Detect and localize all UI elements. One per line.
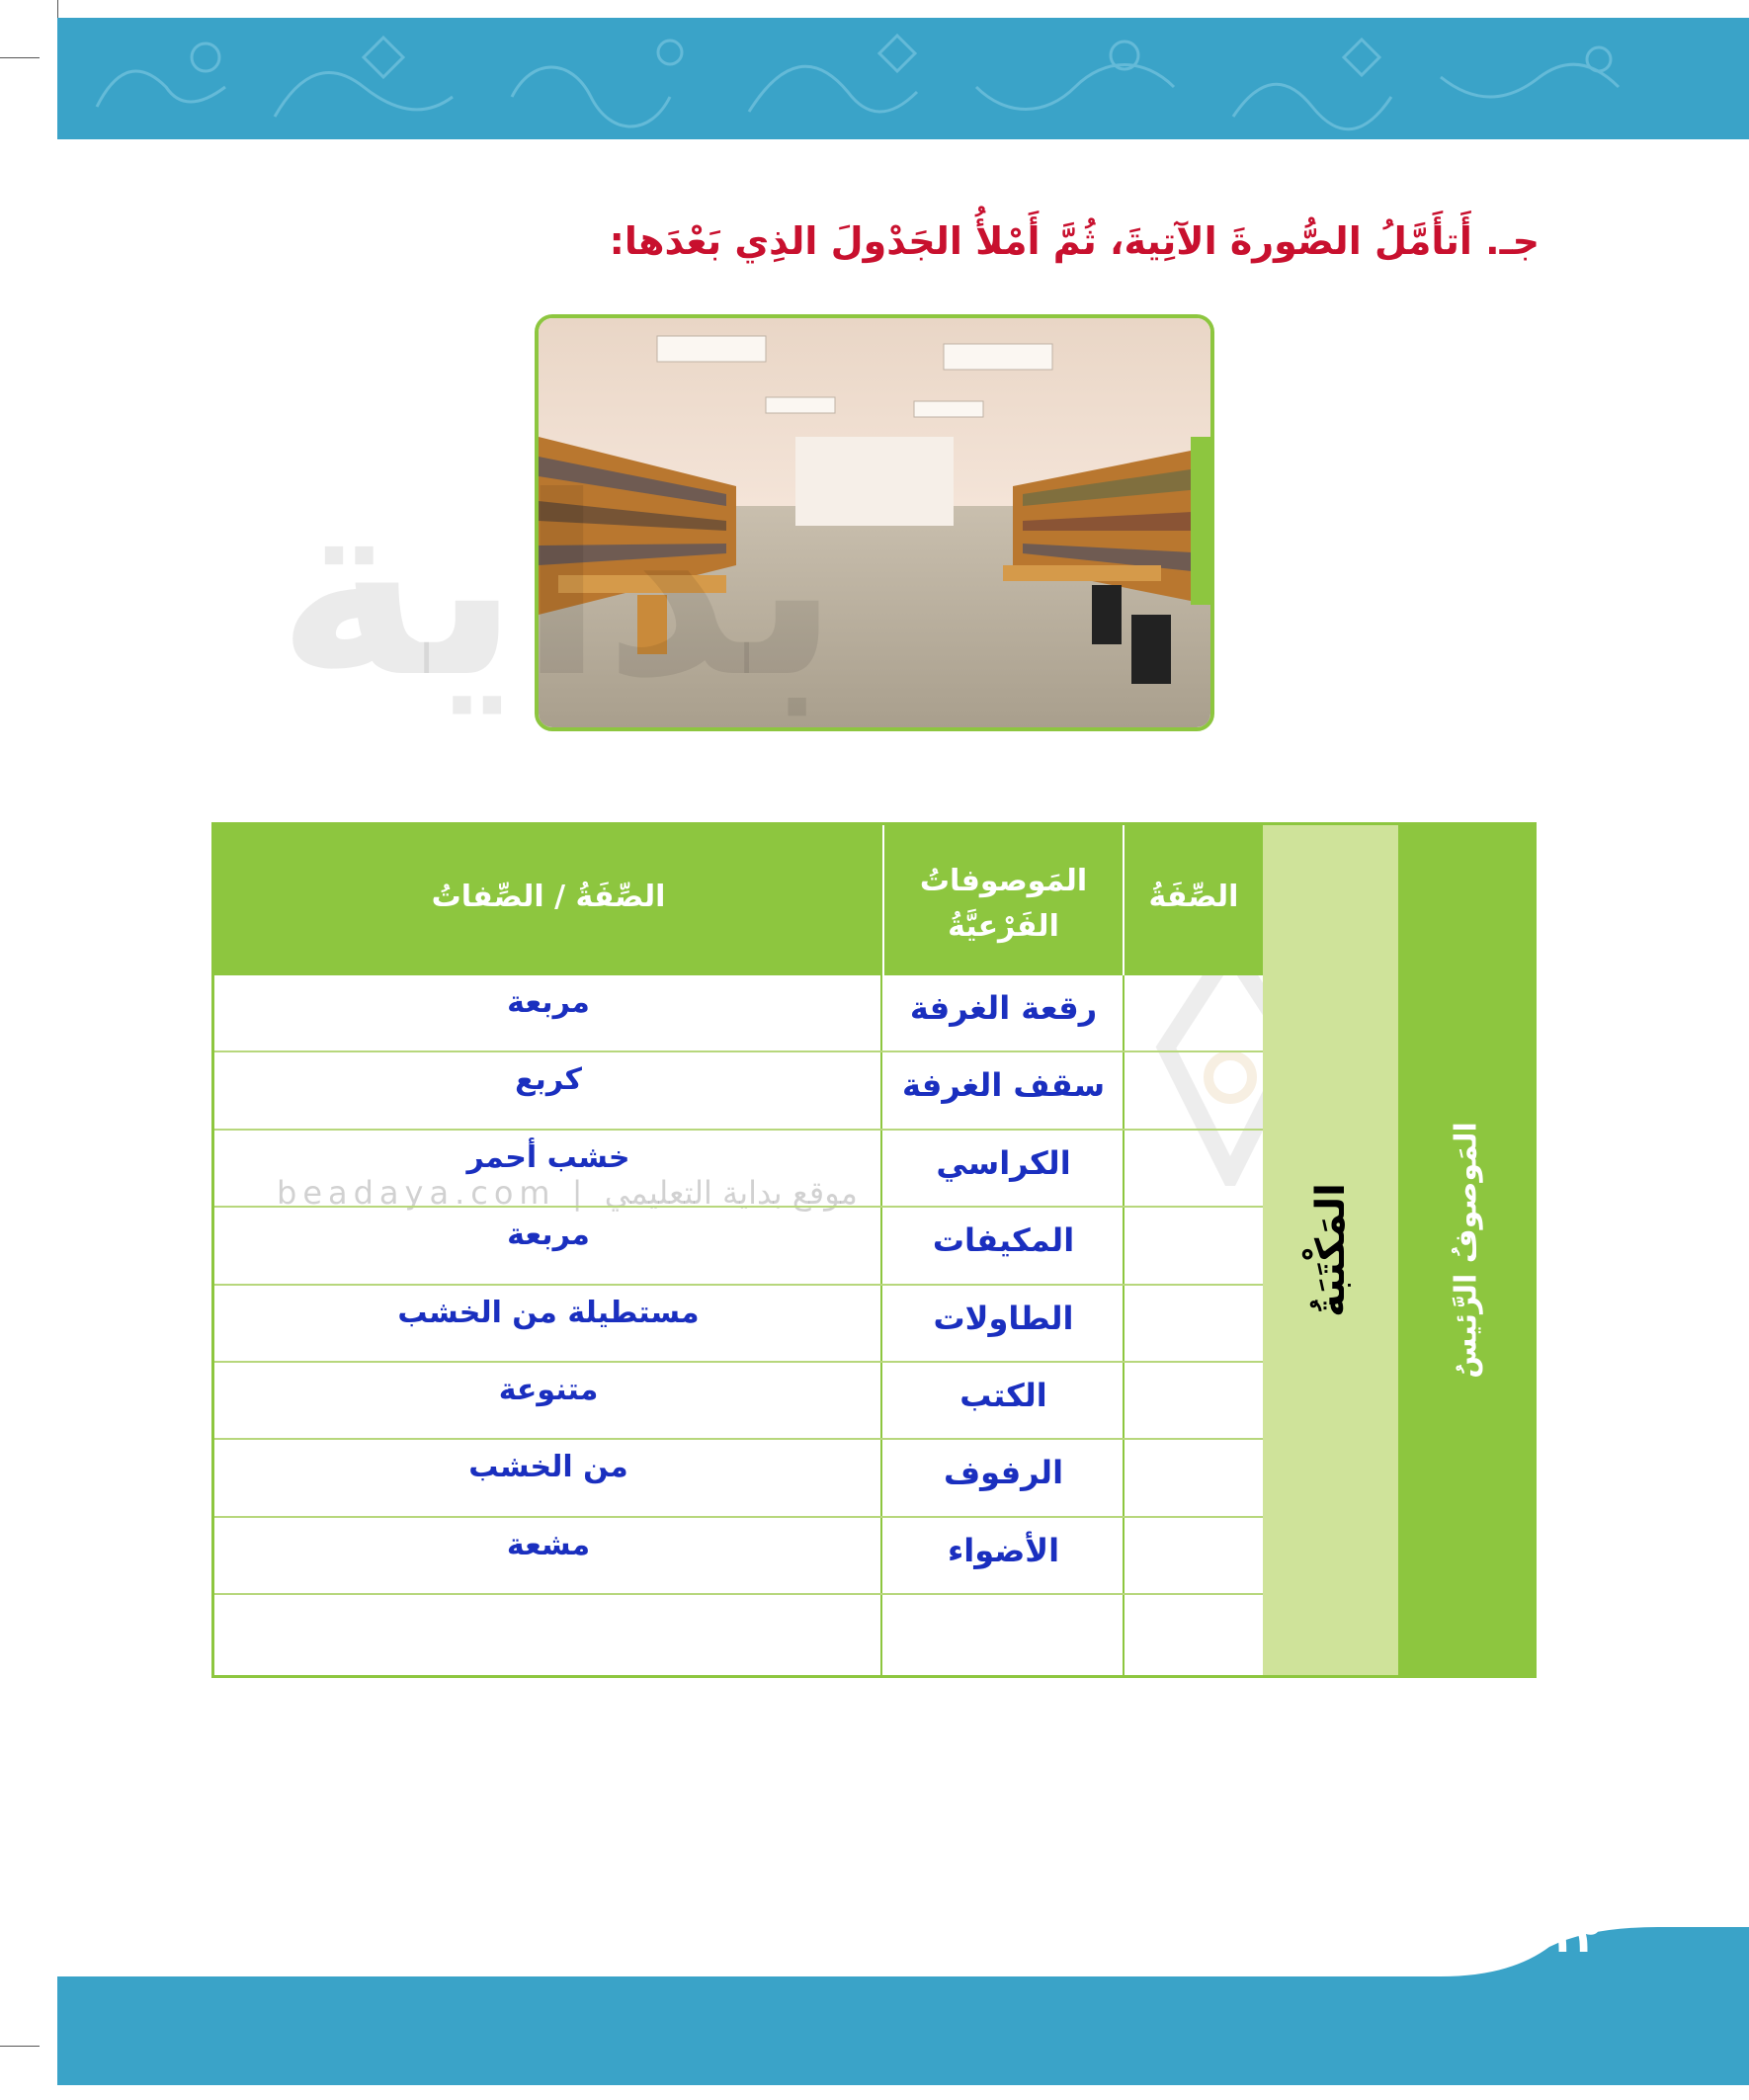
sub-described-cell: الطاولات [933,1299,1074,1337]
sub-described-cell: المكيفات [932,1221,1075,1260]
sub-described-cell: رقعة الغرفة [909,989,1098,1027]
instruction-text: جـ. أَتأَمَّلُ الصُّورةَ الآتِيةَ، ثُمَّ أَمْلأُ الجَدْولَ الذِي بَعْدَها: [609,219,1540,263]
sub-described-cell: الكتب [959,1377,1047,1414]
noun-column [1263,825,1398,1675]
attribute-cell: متنوعة [498,1373,599,1407]
description-table [211,822,1537,1678]
attribute-cell: كربع [515,1062,582,1098]
crop-mark [57,0,58,18]
table-row [214,1208,1263,1285]
table-row [214,1286,1263,1363]
table-header-row [214,825,1263,975]
table-row [214,975,1263,1052]
main-described-column [1398,825,1534,1675]
watermark-caption: beadaya.com | موقع بداية التعليمي [277,1174,858,1212]
sub-described-cell: الكراسي [936,1143,1071,1182]
library-photo [535,314,1214,731]
attribute-cell: مربعة [507,1218,590,1253]
table-row [214,1440,1263,1517]
header-attribute: الصِّفَةُ [1148,880,1239,914]
header-sub-line1: المَوصوفاتُ [919,864,1088,898]
header-attributes: الصِّفَةُ / الصِّفاتُ [431,880,666,914]
table-row [214,1363,1263,1440]
noun-label: المَكْتَبَةُ [1307,1183,1354,1317]
attribute-cell: من الخشب [468,1450,628,1485]
table-row [214,1518,1263,1595]
sub-described-cell: سقف الغرفة [901,1066,1106,1105]
attribute-cell: خشب أحمر [466,1139,630,1175]
table-row [214,1131,1263,1208]
decorative-pattern [57,18,1749,139]
crop-mark [0,2046,40,2047]
crop-mark [0,57,40,58]
attribute-cell: مشعة [506,1527,591,1562]
footer-band [57,1927,1749,2085]
main-described-label: المَوصوفُ الرَّئيسُ [1449,1122,1483,1379]
sub-described-cell [882,1595,1124,1672]
table-row [214,1052,1263,1130]
table-row [214,1595,1263,1672]
sub-described-cell: الرفوف [943,1454,1064,1492]
page-number: ١١٢ [1521,1912,1601,1963]
attribute-cell [214,1595,882,1672]
sub-described-cell: الأضواء [947,1531,1060,1569]
attribute-cell: مربعة [507,985,590,1020]
header-band [57,18,1749,139]
header-sub-line2: الفَرْعيَّةُ [948,909,1059,944]
header-sub-described [882,825,1124,975]
attribute-cell: مستطيلة من الخشب [397,1295,700,1330]
